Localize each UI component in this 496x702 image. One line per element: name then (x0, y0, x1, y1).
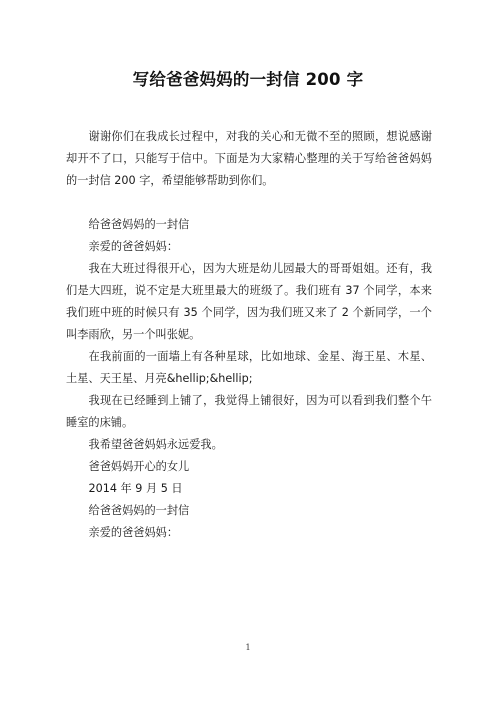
document-title: 写给爸爸妈妈的一封信 200 字 (132, 70, 364, 89)
intro-paragraph: 谢谢你们在我成长过程中，对我的关心和无微不至的照顾，想说感谢却开不了口，只能写于信中。下面是为大家精心整理的关于写给爸爸妈妈的一封信 200 字，希望能够帮助到你们。 (66, 130, 432, 187)
document-body (66, 126, 432, 544)
letter-salutation: 亲爱的爸爸妈妈： (88, 526, 179, 539)
letter-paragraph: 我现在已经睡到上铺了，我觉得上铺很好，因为可以看到我们整个午睡室的床铺。 (66, 394, 432, 429)
letter-signature: 爸爸妈妈开心的女儿 (88, 460, 190, 473)
letter-paragraph: 在我前面的一面墙上有各种星球，比如地球、金星、海王星、木星、土星、天王星、月亮&hellip;&hellip; (66, 350, 432, 385)
letter-heading: 给爸爸妈妈的一封信 (88, 218, 190, 231)
letter-paragraph: 我在大班过得很开心，因为大班是幼儿园最大的哥哥姐姐。还有，我们是大四班，说不定是大班里最大的班级了。我们班有 37 个同学，本来我们班中班的时候只有 35 个同学，因为我们班又来了 2 个新同学，一个叫李雨欣，另一个叫张妮。 (66, 262, 432, 341)
page-number: 1 (245, 643, 251, 652)
spacer (66, 192, 432, 214)
letter-date: 2014 年 9 月 5 日 (88, 482, 183, 495)
letter-heading: 给爸爸妈妈的一封信 (88, 504, 190, 517)
letter-salutation: 亲爱的爸爸妈妈： (88, 240, 179, 253)
letter-paragraph: 我希望爸爸妈妈永远爱我。 (88, 438, 223, 451)
